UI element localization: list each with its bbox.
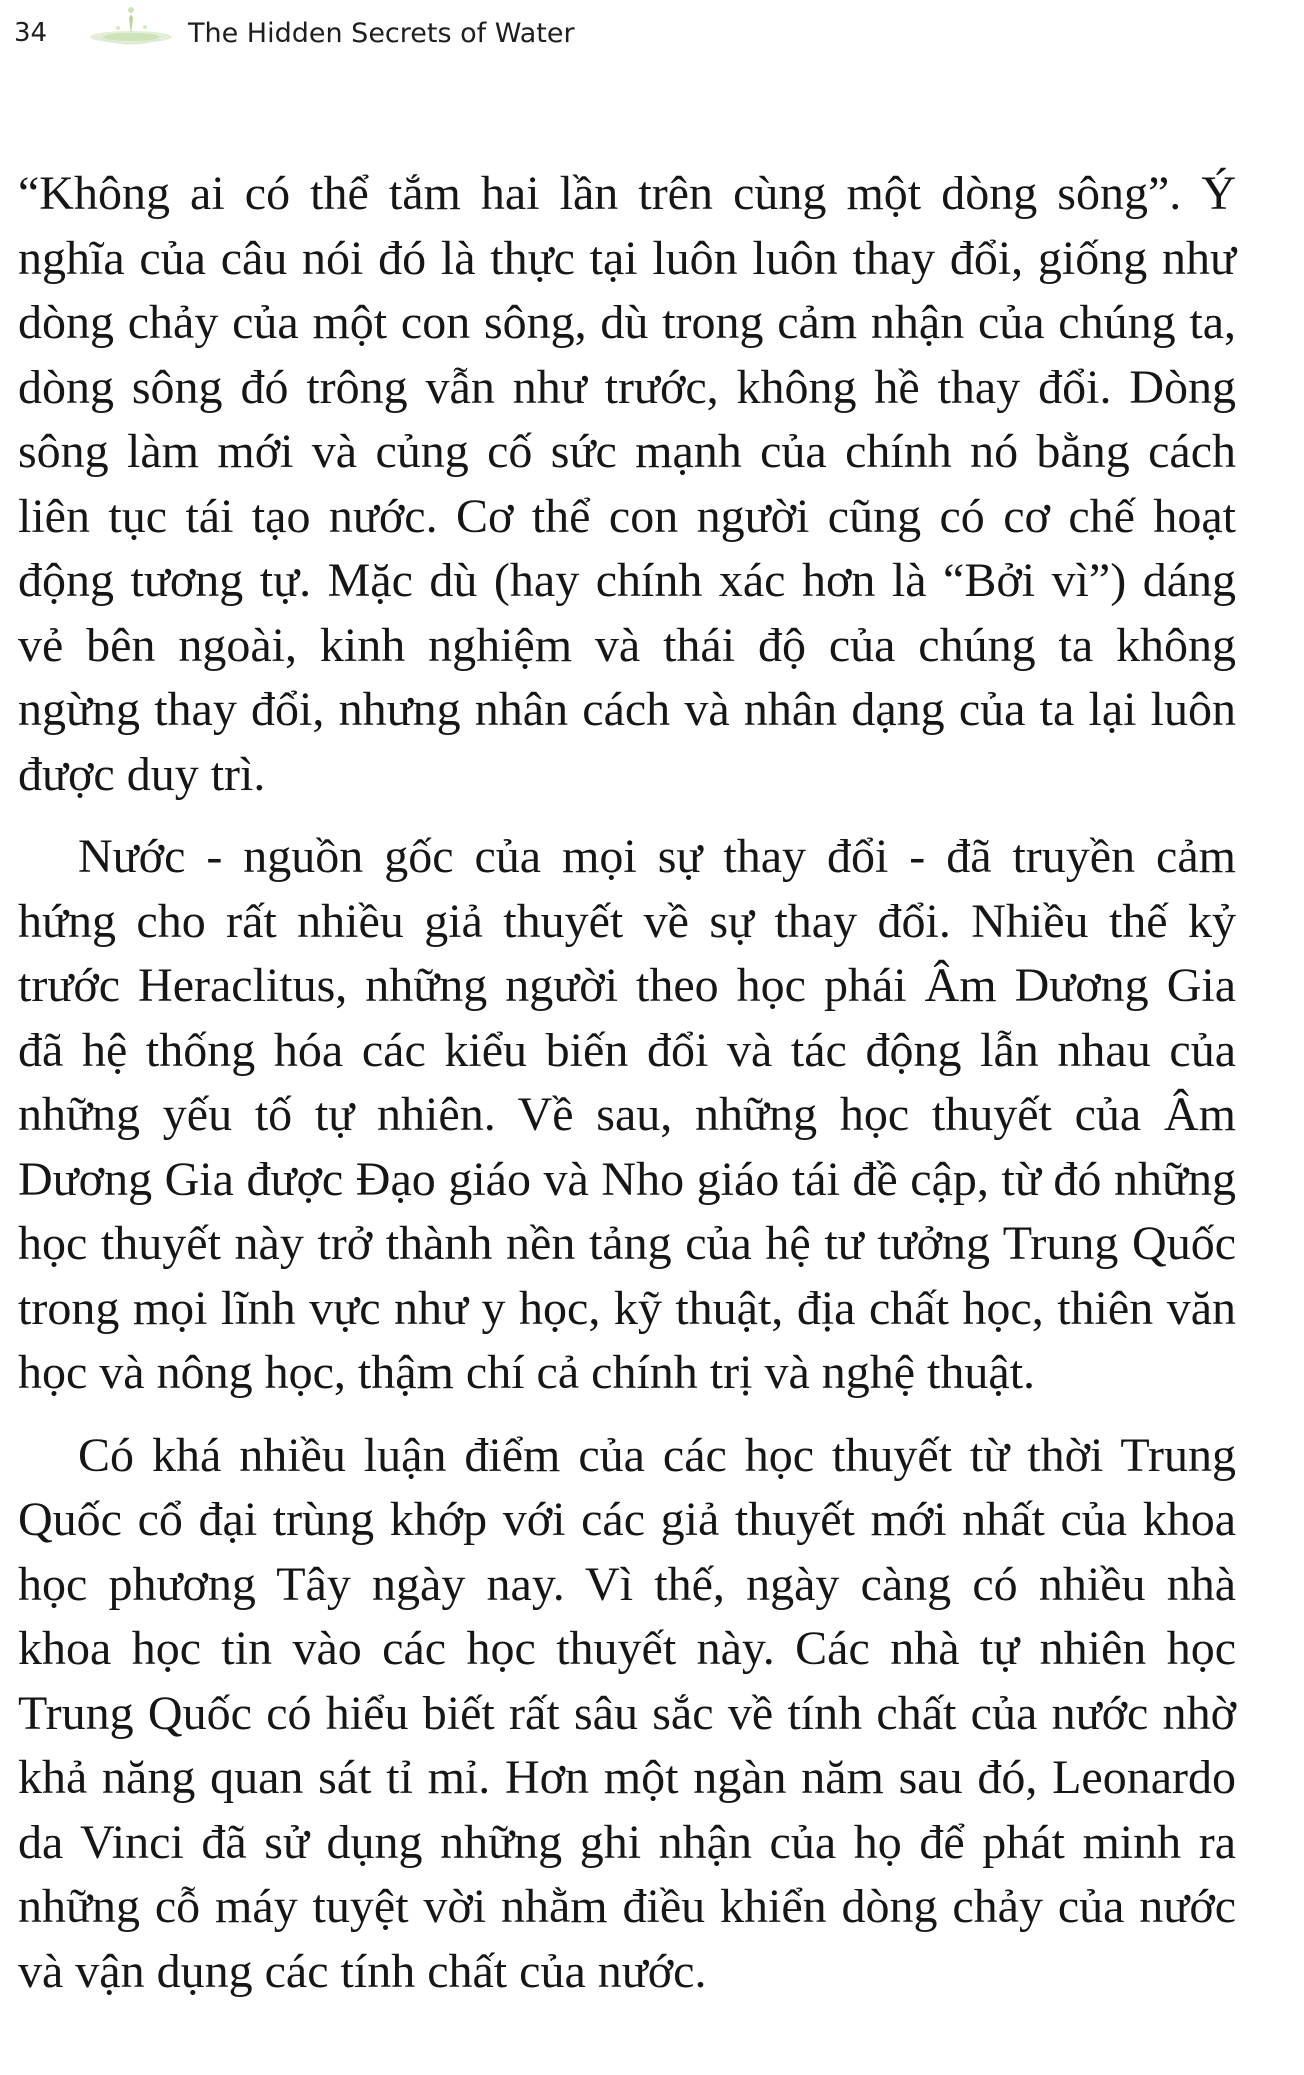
water-splash-icon — [88, 4, 174, 56]
paragraph-2: Nước - nguồn gốc của mọi sự thay đổi - đã truyền cảm hứng cho rất nhiều giả thuyết về sự thay đổi. Nhiều thế kỷ trước Heraclitus, những người theo học phái Âm Dương Gia đã hệ thống hóa các kiểu biến đổi và tác động lẫn nhau của những yếu tố tự nhiên. Về sau, những học thuyết của Âm Dương Gia được Đạo giáo và Nho giáo tái đề cập, từ đó những học thuyết này trở thành nền tảng của hệ tư tưởng Trung Quốc trong mọi lĩnh vực như y học, kỹ thuật, địa chất học, thiên văn học và nông học, thậm chí cả chính trị và nghệ thuật. — [18, 830, 1236, 1399]
page-number: 34 — [14, 18, 48, 48]
paragraph-3: Có khá nhiều luận điểm của các học thuyết từ thời Trung Quốc cổ đại trùng khớp với các giả thuyết mới nhất của khoa học phương Tây ngày nay. Vì thế, ngày càng có nhiều nhà khoa học tin vào các học thuyết này. Các nhà tự nhiên học Trung Quốc có hiểu biết rất sâu sắc về tính chất của nước nhờ khả năng quan sát tỉ mỉ. Hơn một ngàn năm sau đó, Leonardo da Vinci đã sử dụng những ghi nhận của họ để phát minh ra những cỗ máy tuyệt vời nhằm điều khiển dòng chảy của nước và vận dụng các tính chất của nước. — [18, 1428, 1236, 1998]
page-header — [0, 0, 1304, 70]
running-title: The Hidden Secrets of Water — [188, 18, 575, 49]
paragraph-1: “Không ai có thể tắm hai lần trên cùng một dòng sông”. Ý nghĩa của câu nói đó là thực tại luôn luôn thay đổi, giống như dòng chảy của một con sông, dù trong cảm nhận của chúng ta, dòng sông đó trông vẫn như trước, không hề thay đổi. Dòng sông làm mới và củng cố sức mạnh của chính nó bằng cách liên tục tái tạo nước. Cơ thể con người cũng có cơ chế hoạt động tương tự. Mặc dù (hay chính xác hơn là “Bởi vì”) dáng vẻ bên ngoài, kinh nghiệm và thái độ của chúng ta không ngừng thay đổi, nhưng nhân cách và nhân dạng của ta lại luôn được duy trì. — [18, 167, 1236, 801]
body-text — [18, 162, 1236, 2022]
